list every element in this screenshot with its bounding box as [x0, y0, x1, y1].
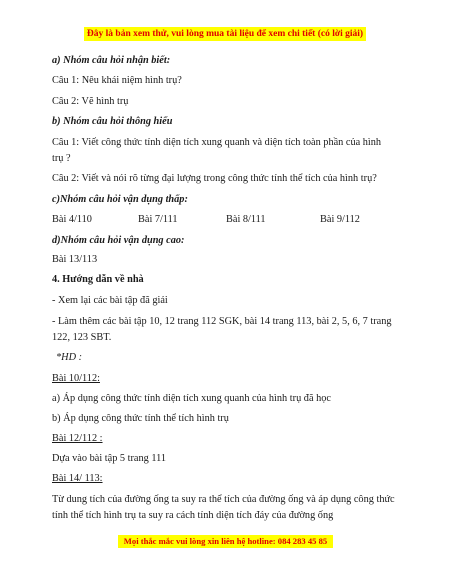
- preview-banner: Đây là bản xem thử, vui lòng mua tài liệu để xem chi tiết (có lời giải): [84, 27, 366, 41]
- exercise-10-title: Bài 10/112:: [52, 373, 100, 384]
- hint-label: *HD :: [56, 352, 83, 363]
- high-application-exercise: Bài 13/113: [52, 254, 98, 265]
- exercise-item: Bài 7/111: [138, 214, 178, 225]
- comprehension-heading: b) Nhóm câu hỏi thông hiểu: [52, 116, 173, 127]
- low-application-exercise-row: [52, 213, 392, 226]
- homework-line-2b: 122, 123 SBT.: [52, 332, 112, 343]
- exercise-14-title: Bài 14/ 113:: [52, 473, 103, 484]
- exercise-item: Bài 8/111: [226, 214, 266, 225]
- recognition-heading: a) Nhóm câu hỏi nhận biết:: [52, 55, 171, 66]
- exercise-14-line-1: Từ dung tích của đường ống ta suy ra thể tích của đường ống và áp dụng công thức: [52, 494, 395, 505]
- comprehension-question-1-line-1: Câu 1: Viết công thức tính diện tích xung quanh và diện tích toàn phần của hình: [52, 137, 382, 148]
- low-application-heading: c)Nhóm câu hỏi vận dụng thấp:: [52, 194, 188, 205]
- homework-heading: 4. Hướng dẫn về nhà: [52, 274, 144, 285]
- comprehension-question-1-line-2: trụ ?: [52, 153, 71, 164]
- exercise-item: Bài 9/112: [320, 214, 360, 225]
- exercise-item: Bài 4/110: [52, 214, 92, 225]
- recognition-question-1: Câu 1: Nêu khái niệm hình trụ?: [52, 75, 182, 86]
- homework-line-2a: - Làm thêm các bài tập 10, 12 trang 112 SGK, bài 14 trang 113, bài 2, 5, 6, 7 trang: [52, 316, 392, 327]
- exercise-14-line-2: tính thể tích hình trụ ta suy ra cách tính diện tích đáy của đường ống: [52, 510, 334, 521]
- hotline-footer: Mọi thắc mắc vui lòng xin liên hệ hotline: 084 283 45 85: [118, 535, 333, 548]
- homework-line-1: - Xem lại các bài tập đã giải: [52, 295, 168, 306]
- exercise-12-title: Bài 12/112 :: [52, 433, 103, 444]
- exercise-10-part-a: a) Áp dụng công thức tính diện tích xung quanh của hình trụ đã học: [52, 393, 331, 404]
- exercise-12-text: Dựa vào bài tập 5 trang 111: [52, 453, 167, 464]
- comprehension-question-2: Câu 2: Viết và nói rõ từng đại lượng trong công thức tính thể tích của hình trụ?: [52, 173, 377, 184]
- high-application-heading: d)Nhóm câu hỏi vận dụng cao:: [52, 235, 185, 246]
- recognition-question-2: Câu 2: Vẽ hình trụ: [52, 96, 129, 107]
- exercise-10-part-b: b) Áp dụng công thức tính thể tích hình trụ: [52, 413, 229, 424]
